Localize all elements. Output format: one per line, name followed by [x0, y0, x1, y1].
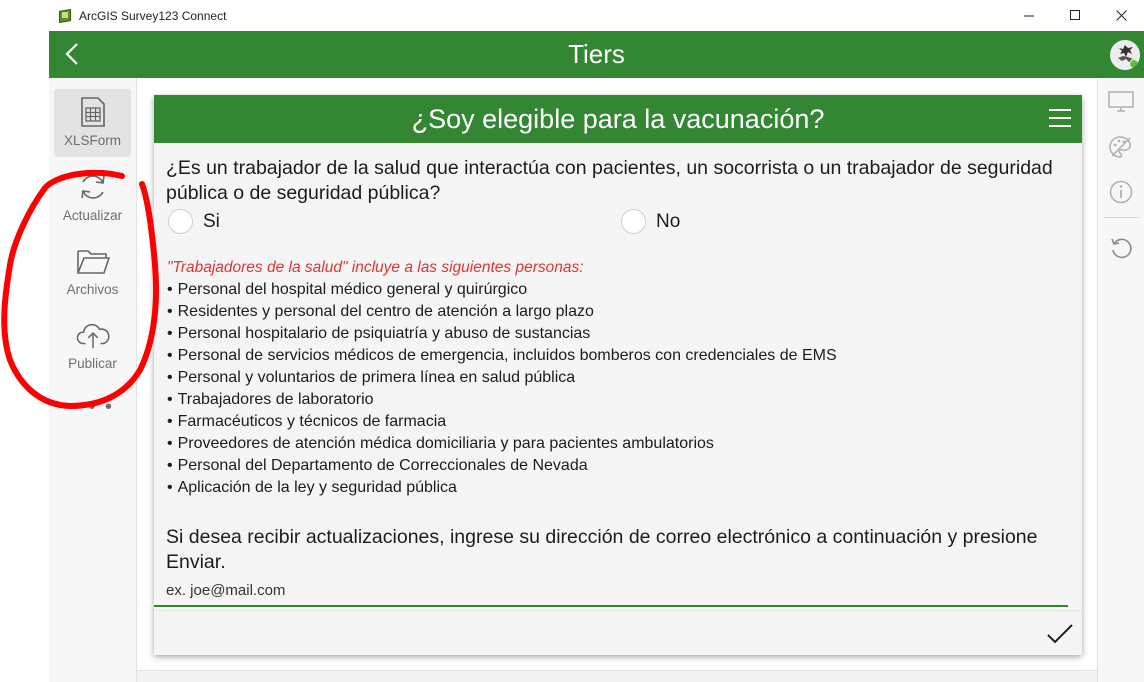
list-item: • Residentes y personal del centro de atención a largo plazo: [167, 301, 837, 323]
window-title: ArcGIS Survey123 Connect: [79, 8, 227, 23]
submit-button[interactable]: [1046, 622, 1074, 646]
radio-option-si[interactable]: [168, 209, 220, 234]
app-logo-icon: [58, 9, 72, 23]
desktop-preview-button[interactable]: [1107, 88, 1135, 116]
form-footer: [154, 610, 1082, 655]
info-button[interactable]: [1107, 178, 1135, 206]
radio-button[interactable]: [621, 209, 646, 234]
cloud-upload-icon: [76, 318, 110, 352]
maximize-button[interactable]: [1052, 0, 1098, 31]
online-status-dot: [1129, 59, 1139, 69]
folder-icon: [76, 244, 110, 278]
more-button[interactable]: • • •: [71, 396, 115, 418]
app-header: [49, 31, 1144, 78]
survey-form: [154, 95, 1082, 655]
email-question-label: Si desea recibir actualizaciones, ingrese su dirección de correo electrónico a continuación y presione Enviar.: [166, 526, 1038, 573]
left-sidebar: [49, 78, 137, 682]
toolbar-divider: [1104, 217, 1140, 218]
sidebar-item-actualizar[interactable]: [54, 164, 131, 232]
list-item: • Farmacéuticos y técnicos de farmacia: [167, 411, 837, 433]
list-item: • Personal de servicios médicos de emergencia, incluidos bomberos con credenciales de EMS: [167, 345, 837, 367]
radio-label: Si: [203, 210, 220, 232]
form-header: [154, 95, 1082, 143]
sidebar-item-label: Actualizar: [62, 208, 123, 223]
list-item: • Trabajadores de laboratorio: [167, 389, 837, 411]
form-title: ¿Soy elegible para la vacunación?: [411, 104, 825, 134]
sidebar-item-label: Archivos: [66, 282, 119, 297]
spreadsheet-icon: [76, 95, 110, 129]
page-title: Tiers: [568, 39, 625, 69]
avatar[interactable]: [1110, 40, 1140, 70]
sidebar-item-label: Publicar: [68, 356, 117, 371]
minimize-icon: [1024, 10, 1035, 21]
reset-icon: [1109, 236, 1133, 260]
status-strip: [137, 670, 1097, 682]
window-titlebar: [49, 0, 1144, 31]
close-icon: [1116, 10, 1127, 21]
palette-icon: [1108, 135, 1134, 159]
sidebar-item-xlsform[interactable]: [54, 89, 131, 157]
email-field[interactable]: [154, 575, 1068, 607]
note-title: "Trabajadores de la salud" incluye a las siguientes personas:: [167, 259, 584, 276]
reset-button[interactable]: [1107, 234, 1135, 262]
sidebar-item-label: XLSForm: [63, 133, 121, 148]
list-item: • Proveedores de atención médica domiciliaria y para pacientes ambulatorios: [167, 433, 837, 455]
list-item: • Personal del hospital médico general y quirúrgico: [167, 279, 837, 301]
list-item: • Personal del Departamento de Correccionales de Nevada: [167, 455, 837, 477]
bullet-list: [167, 279, 837, 499]
info-icon: [1109, 180, 1133, 204]
desktop-icon: [1108, 91, 1134, 113]
right-toolbar: [1097, 78, 1144, 682]
list-item: • Personal y voluntarios de primera línea en salud pública: [167, 367, 837, 389]
menu-icon[interactable]: [1049, 109, 1071, 129]
radio-button[interactable]: [168, 209, 193, 234]
checkmark-icon: [1046, 622, 1074, 646]
maximize-icon: [1070, 10, 1081, 21]
sidebar-item-archivos[interactable]: [54, 238, 131, 306]
radio-label: No: [656, 210, 681, 232]
refresh-icon: [76, 170, 110, 204]
close-button[interactable]: [1098, 0, 1144, 31]
question-label: ¿Es un trabajador de la salud que interactúa con pacientes, un socorrista o un trabajador de seguridad pública o de seguridad pública?: [166, 157, 1053, 204]
list-item: • Personal hospitalario de psiquiatría y abuso de sustancias: [167, 323, 837, 345]
list-item: • Aplicación de la ley y seguridad pública: [167, 477, 837, 499]
theme-button[interactable]: [1107, 133, 1135, 161]
desktop-gutter: [0, 0, 49, 682]
minimize-button[interactable]: [1006, 0, 1052, 31]
radio-option-no[interactable]: [621, 209, 680, 234]
window-controls: [1006, 0, 1144, 31]
sidebar-item-publicar[interactable]: [54, 312, 131, 380]
